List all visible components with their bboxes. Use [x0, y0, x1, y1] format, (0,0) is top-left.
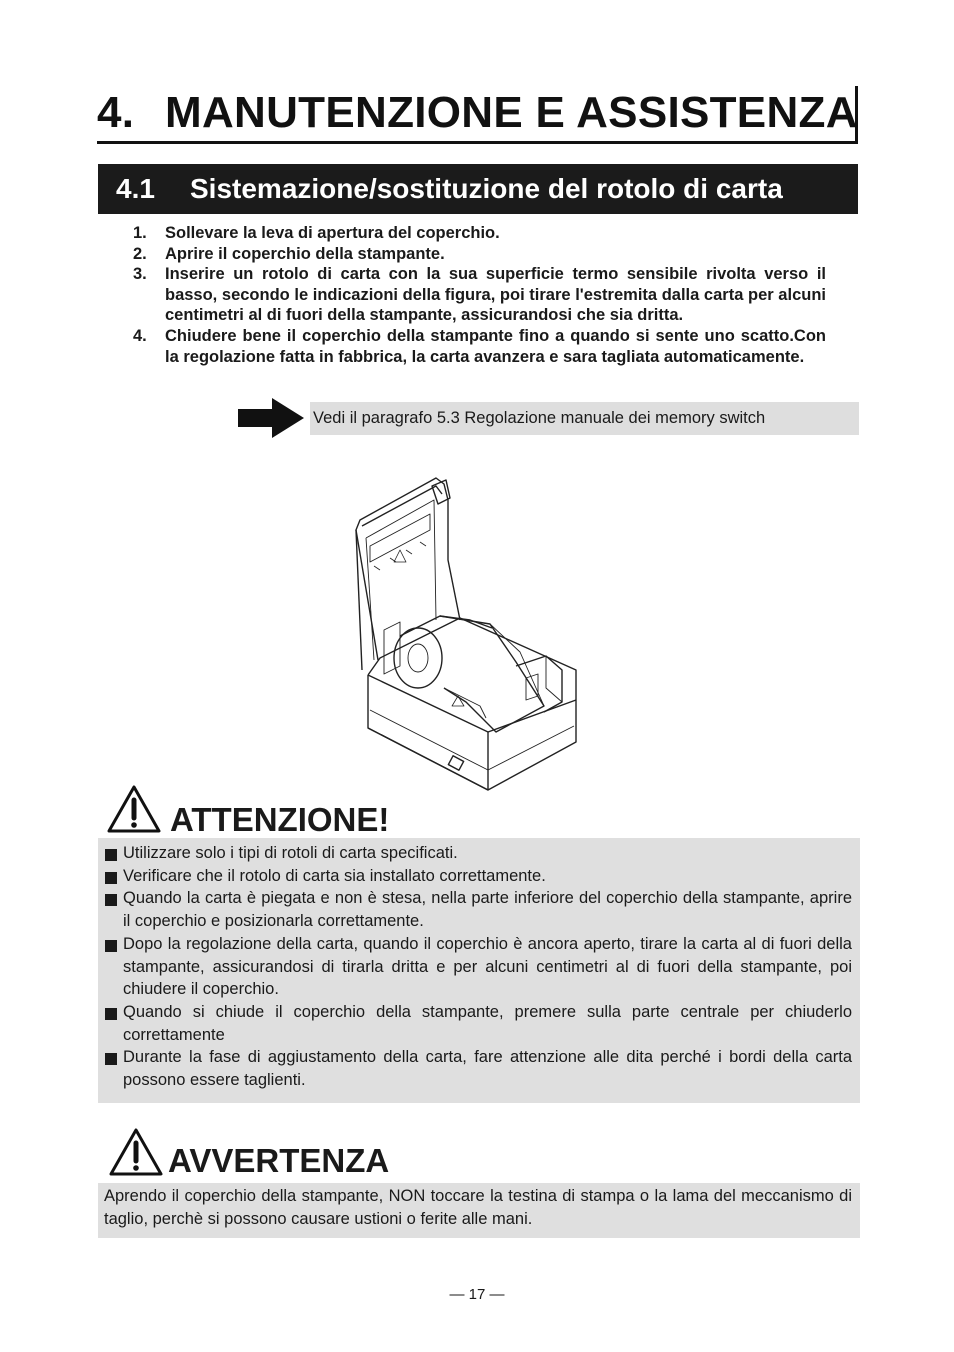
bullet-square-icon: [105, 1053, 117, 1065]
page-number: — 17 —: [449, 1286, 505, 1303]
list-item-text: Quando la carta è piegata e non è stesa, nella parte inferiore del coperchio della stampante, aprire il coperchio e posizionarla correttamente.: [123, 889, 852, 931]
warning-text: Aprendo il coperchio della stampante, NON toccare la testina di stampa o la lama del meccanismo di taglio, perchè si possono causare ustioni o ferite alle mani.: [104, 1187, 852, 1228]
list-item: [105, 865, 852, 888]
warning-triangle-icon: [106, 784, 162, 834]
bullet-square-icon: [105, 894, 117, 906]
section-header: [98, 164, 858, 214]
step-number: 2.: [133, 244, 147, 263]
arrow-right-icon: [238, 398, 304, 438]
caution-title: ATTENZIONE!: [170, 801, 390, 838]
step-number: 1.: [133, 224, 147, 242]
list-item-text: Verificare che il rotolo di carta sia installato correttamente.: [123, 866, 546, 885]
step-text: Inserire un rotolo di carta con la sua superficie termo sensibile rivolta verso il basso, secondo le indicazioni della figura, poi tirare l'estremita dalla carta per alcuni centimetri al di fuori della stampante, assicurandosi che sia dritta.: [165, 265, 826, 325]
list-item: [105, 1001, 852, 1046]
bullet-square-icon: [105, 849, 117, 861]
list-item: [105, 887, 852, 932]
list-item-text: Dopo la regolazione della carta, quando il coperchio è ancora aperto, tirare la carta al di fuori della stampante, assicurandosi di tirarla dritta e per alcuni centimetri al di fuori della stampante, poi chiudere il coperchio.: [123, 934, 852, 999]
printer-open-cover-illustration: [340, 470, 590, 800]
chapter-title-text: MANUTENZIONE E ASSISTENZA: [165, 88, 858, 137]
chapter-header: [97, 86, 858, 144]
list-item: [105, 933, 852, 1001]
list-item-text: Quando si chiude il coperchio della stampante, premere sulla parte centrale per chiuderlo correttamente: [123, 1002, 852, 1044]
section-title: [116, 173, 783, 205]
step-text: Chiudere bene il coperchio della stampante fino a quando si sente uno scatto.Con la regolazione fatta in fabbrica, la carta avanzera e sara tagliata automaticamente.: [165, 326, 826, 366]
list-item-text: Utilizzare solo i tipi di rotoli di carta specificati.: [123, 844, 458, 862]
bullet-square-icon: [105, 872, 117, 884]
chapter-title: [97, 88, 858, 138]
reference-note: Vedi il paragrafo 5.3 Regolazione manuale dei memory switch: [310, 402, 859, 435]
caution-box: [98, 838, 860, 1103]
list-item: [105, 1046, 852, 1091]
warning-triangle-icon: [108, 1127, 164, 1177]
warning-title: AVVERTENZA: [168, 1142, 390, 1179]
step-item: [130, 326, 826, 367]
step-text: Aprire il coperchio della stampante.: [165, 244, 445, 263]
list-item-text: Durante la fase di aggiustamento della carta, fare attenzione alle dita perché i bordi della carta possono essere taglienti.: [123, 1048, 852, 1090]
step-item: [130, 244, 826, 265]
step-item: [130, 223, 826, 244]
bullet-square-icon: [105, 940, 117, 952]
steps-list: [130, 223, 826, 367]
chapter-number: 4.: [97, 88, 135, 137]
list-item: [105, 842, 852, 865]
step-number: 3.: [133, 265, 147, 284]
caution-list: [105, 842, 852, 1092]
section-title-text: Sistemazione/sostituzione del rotolo di carta: [190, 173, 783, 204]
warning-box: [98, 1183, 860, 1238]
step-item: [130, 264, 826, 326]
step-text: Sollevare la leva di apertura del coperchio.: [165, 224, 500, 242]
bullet-square-icon: [105, 1008, 117, 1020]
section-number: 4.1: [116, 173, 155, 204]
step-number: 4.: [133, 326, 147, 345]
